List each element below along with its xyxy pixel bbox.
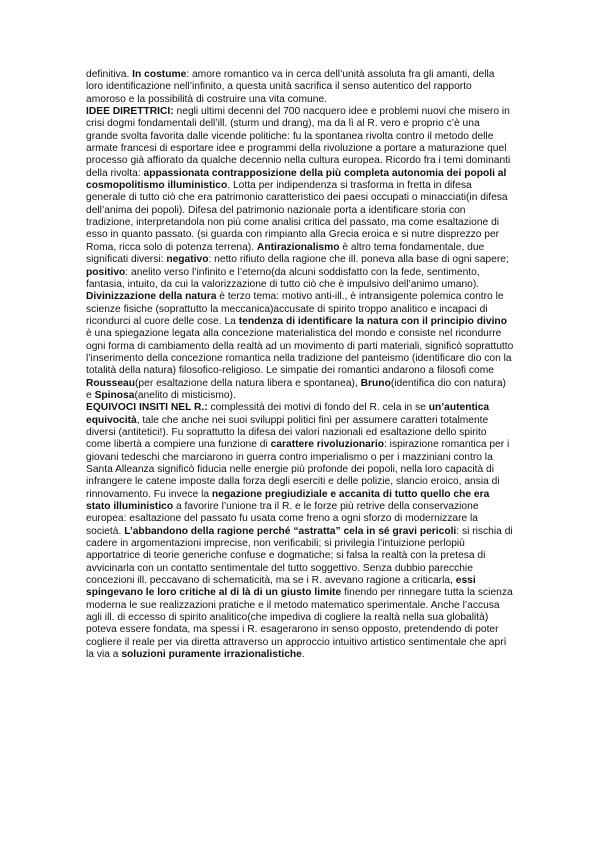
text-run: è terzo tema: motivo anti-ill., è intransigente polemica contro le scienze fisiche (soprattutto la meccanica)accusate di spirito troppo analitico e incapaci di ricondurci al cuore delle cose. La [86, 291, 504, 327]
section-heading: IDEE DIRETTRICI: [86, 106, 174, 118]
bold-run: soluzioni puramente irrazionalistiche [121, 649, 302, 661]
text-run: : si rischia di cadere in argomentazioni imprecise, non verificabili; si privilegia l’intuizione perlopiù apportatrice di teorie generiche confuse e dogmatiche; si falsa la realtà con la pretesa di avvicinarla con un contatto sentimentale del tutto soggettivo. Senza dubbio parecchie concezioni ill. peccavano di schematicità, ma se i R. avevano ragione a criticarla, [86, 525, 513, 587]
bold-run: appassionata contrapposizione della più completa autonomia dei popoli al cosmopolitismo illuministico [86, 167, 507, 192]
text-run: . Lotta per indipendenza si trasforma in fretta in difesa generale di tutto ciò che era patrimonio caratteristico dei paesi occupati o minacciati(in difesa dell’anima dei popoli). Difesa del patrimonio nazionale porta a identificare storia con tradizione, interpretandola non più come analisi critica del passato, ma come esaltazione di esso in quanto passato. (si guarda con rimpianto alla Grecia eroica e si nutre disprezzo per Roma, ricca solo di potenza terrena). [86, 180, 508, 253]
bold-run: positivo [86, 266, 126, 278]
bold-run: carattere rivoluzionario [270, 439, 384, 451]
text-run: : netto rifiuto della ragione che ill. poneva alla base di ogni sapere; [208, 254, 509, 266]
text-run: complessità dei motivi di fondo del R. cela in se [207, 402, 429, 414]
text-run: (identifica dio con natura) e [86, 377, 506, 401]
text-run: è altro tema fondamentale, due significati diversi: [86, 241, 485, 266]
text-run: definitiva. [86, 69, 133, 80]
bold-run: Divinizzazione della natura [86, 291, 217, 303]
bold-run: tendenza di identificare la natura con il principio divino [238, 315, 507, 327]
text-run: . [301, 649, 305, 661]
text-run: è una spiegazione legata alla concezione materialistica del mondo e consiste nel ricondurre ogni forma di cambiamento della realtà ad un movimento di parti materiali, significò soprattutto l’inserimento della concezione romantica nella tradizione del panteismo (identificare dio con la totalità della natura) filosofico-religioso. Le simpatie dei romantici andarono a filosofi come [86, 328, 514, 377]
bold-run: L’abbandono della ragione perché “astratta” cela in sé gravi pericoli [124, 525, 457, 537]
text-run: : ispirazione romantica per i giovani tedeschi che marciarono in guerra contro imperialismo o per i mazziniani contro la Santa Alleanza significò fiducia nelle energie più profonde dei popoli, nella loro capacità di infrangere le catene imposte dalla forza degli eserciti e delle polizie, slancio eroico, ansia di rinnovamento. Fu invece la [86, 439, 510, 500]
text-run: : anelito verso l’infinito e l’eterno(da alcuni soddisfatto con la fede, sentimento, fantasia, intuito, da cui la valorizzazione di tutto ciò che è impulsivo dell’animo umano). [86, 266, 480, 290]
bold-run: Antirazionalismo [256, 241, 340, 253]
bold-run: essi spingevano le loro critiche al di là di un giusto limite [86, 575, 476, 599]
bold-run: In costume [132, 69, 187, 80]
text-run: (per esaltazione della natura libera e spontanea), [135, 377, 361, 389]
document-page [86, 69, 514, 662]
paragraph-idee-direttrici [86, 106, 514, 402]
paragraph-intro [86, 69, 514, 106]
text-run: finendo per rinnegare tutta la scienza moderna le sue realizzazioni pratiche e il metodo matematico sperimentale. Anche l’accusa agli ill. di eccesso di spirito analitico(che impediva di cogliere la realtà nella sua globalità) poteva essere fondata, ma spessi i R. esagerarono in senso opposto, pretendendo di poter cogliere il reale per via diretta attraverso un approccio intuitivo artistico sentimentale che aprì la via a [86, 587, 513, 661]
paragraph-equivoci [86, 402, 514, 661]
section-heading: EQUIVOCI INSITI NEL R.: [86, 402, 208, 414]
text-run: negli ultimi decenni del 700 nacquero idee e problemi nuovi che misero in crisi dogmi fondamentali dell’ill. (sturm und drang), ma da lì al R. vero e proprio c’è una grande svolta favorita dalle vicende politiche: fu la spontanea rivolta contro il metodo delle armate francesi di esportare idee e programmi della rivoluzione a portare a maturazione quel processo già affiorato da qualche decennio nella cultura europea. Ricordo fra i temi dominanti della rivolta: [86, 106, 511, 179]
text-run: a favorire l’unione tra il R. e le forze più retrive della conservazione europea: esaltazione del passato fu usata come freno a ogni sforzo di modernizzare la società. [86, 501, 479, 537]
text-run: : amore romantico va in cerca dell’unità assoluta fra gli amanti, della loro identificazione nell’infinito, a questa unità sacrifica il senso autentico del rapporto amoroso e la possibilità di costruire una vita comune. [86, 69, 495, 105]
bold-run: Rousseau [86, 377, 135, 389]
text-run: , tale che anche nei suoi sviluppi politici finì per assumere caratteri totalmente diversi (antitetici!). Fu soprattutto la difesa dei valori nazionali ed esaltazione dello spirito come libertà a compiere una funzione di [86, 414, 489, 451]
text-run: (anelito di misticismo). [134, 389, 236, 401]
bold-run: un’autentica equivocità [86, 402, 490, 426]
bold-run: negativo [166, 254, 209, 266]
bold-run: Spinosa [94, 389, 135, 401]
bold-run: Bruno [360, 377, 391, 389]
bold-run: negazione pregiudiziale e accanita di tutto quello che era stato illuministico [86, 488, 490, 513]
